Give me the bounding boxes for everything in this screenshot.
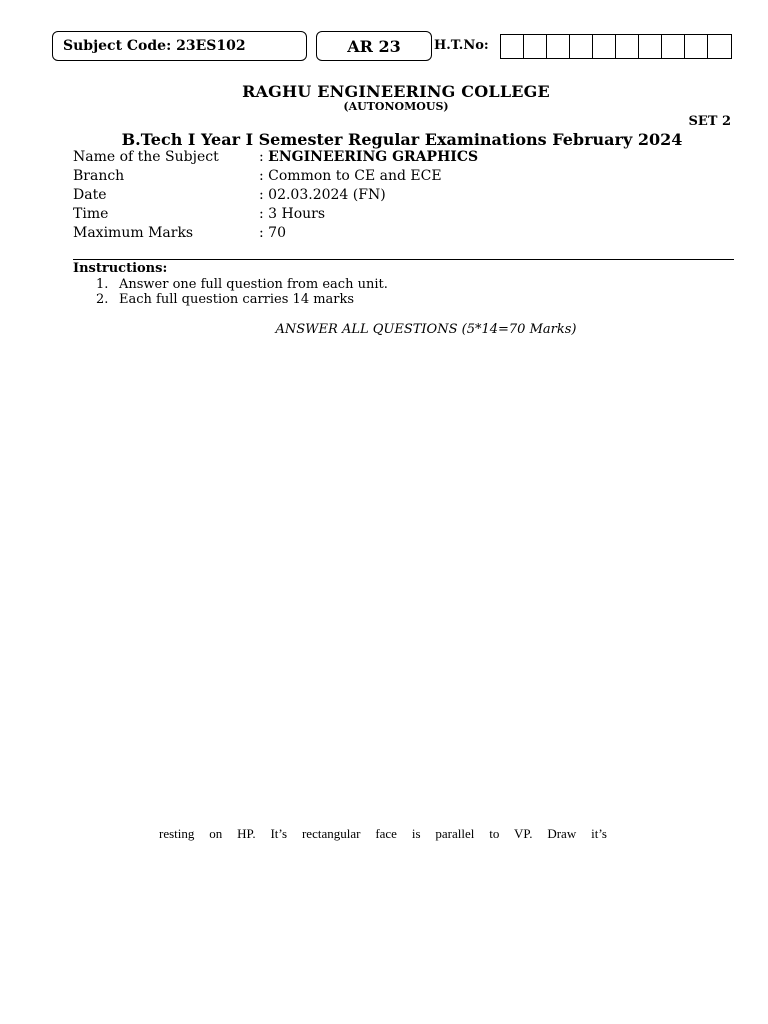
hall-ticket-digit-box[interactable] [501,35,524,58]
hall-ticket-digit-box[interactable] [708,35,731,58]
subject-name: ENGINEERING GRAPHICS [268,149,479,165]
hall-ticket-digit-box[interactable] [524,35,547,58]
hall-ticket-digit-box[interactable] [570,35,593,58]
info-label: Maximum Marks [73,225,194,241]
info-label: Date [73,187,107,203]
info-value: : ENGINEERING GRAPHICS [259,149,479,165]
subject-code-box [52,31,307,61]
info-value: : 70 [259,225,286,241]
hall-ticket-digit-box[interactable] [616,35,639,58]
info-value: : 3 Hours [259,206,326,222]
question-text-fragment: resting on HP. It’s rectangular face is parallel to VP. Draw it’s [159,826,607,841]
regulation-box [316,31,432,61]
hall-ticket-label: H.T.No: [434,38,489,53]
hall-ticket-digit-box[interactable] [639,35,662,58]
answer-all-note: ANSWER ALL QUESTIONS (5*14=70 Marks) [275,322,577,337]
instructions-title: Instructions: [73,261,168,276]
set-label: SET 2 [688,114,731,129]
instruction-item: 2. Each full question carries 14 marks [96,292,355,307]
instruction-item: 1. Answer one full question from each unit. [96,277,388,292]
regulation-code: AR 23 [347,36,401,56]
info-value: : Common to CE and ECE [259,168,442,184]
info-label: Branch [73,168,125,184]
hall-ticket-digit-box[interactable] [662,35,685,58]
college-name: RAGHU ENGINEERING COLLEGE [242,82,550,101]
college-status: (AUTONOMOUS) [343,100,449,113]
exam-title: B.Tech I Year I Semester Regular Examinations February 2024 [121,130,683,149]
info-value: : 02.03.2024 (FN) [259,187,386,203]
hall-ticket-digit-box[interactable] [593,35,616,58]
hall-ticket-digit-box[interactable] [547,35,570,58]
info-label: Name of the Subject [73,149,219,165]
hall-ticket-number-grid[interactable] [500,34,732,59]
subject-code: Subject Code: 23ES102 [63,38,246,54]
info-label: Time [73,206,109,222]
hall-ticket-digit-box[interactable] [685,35,708,58]
section-divider [73,259,734,260]
